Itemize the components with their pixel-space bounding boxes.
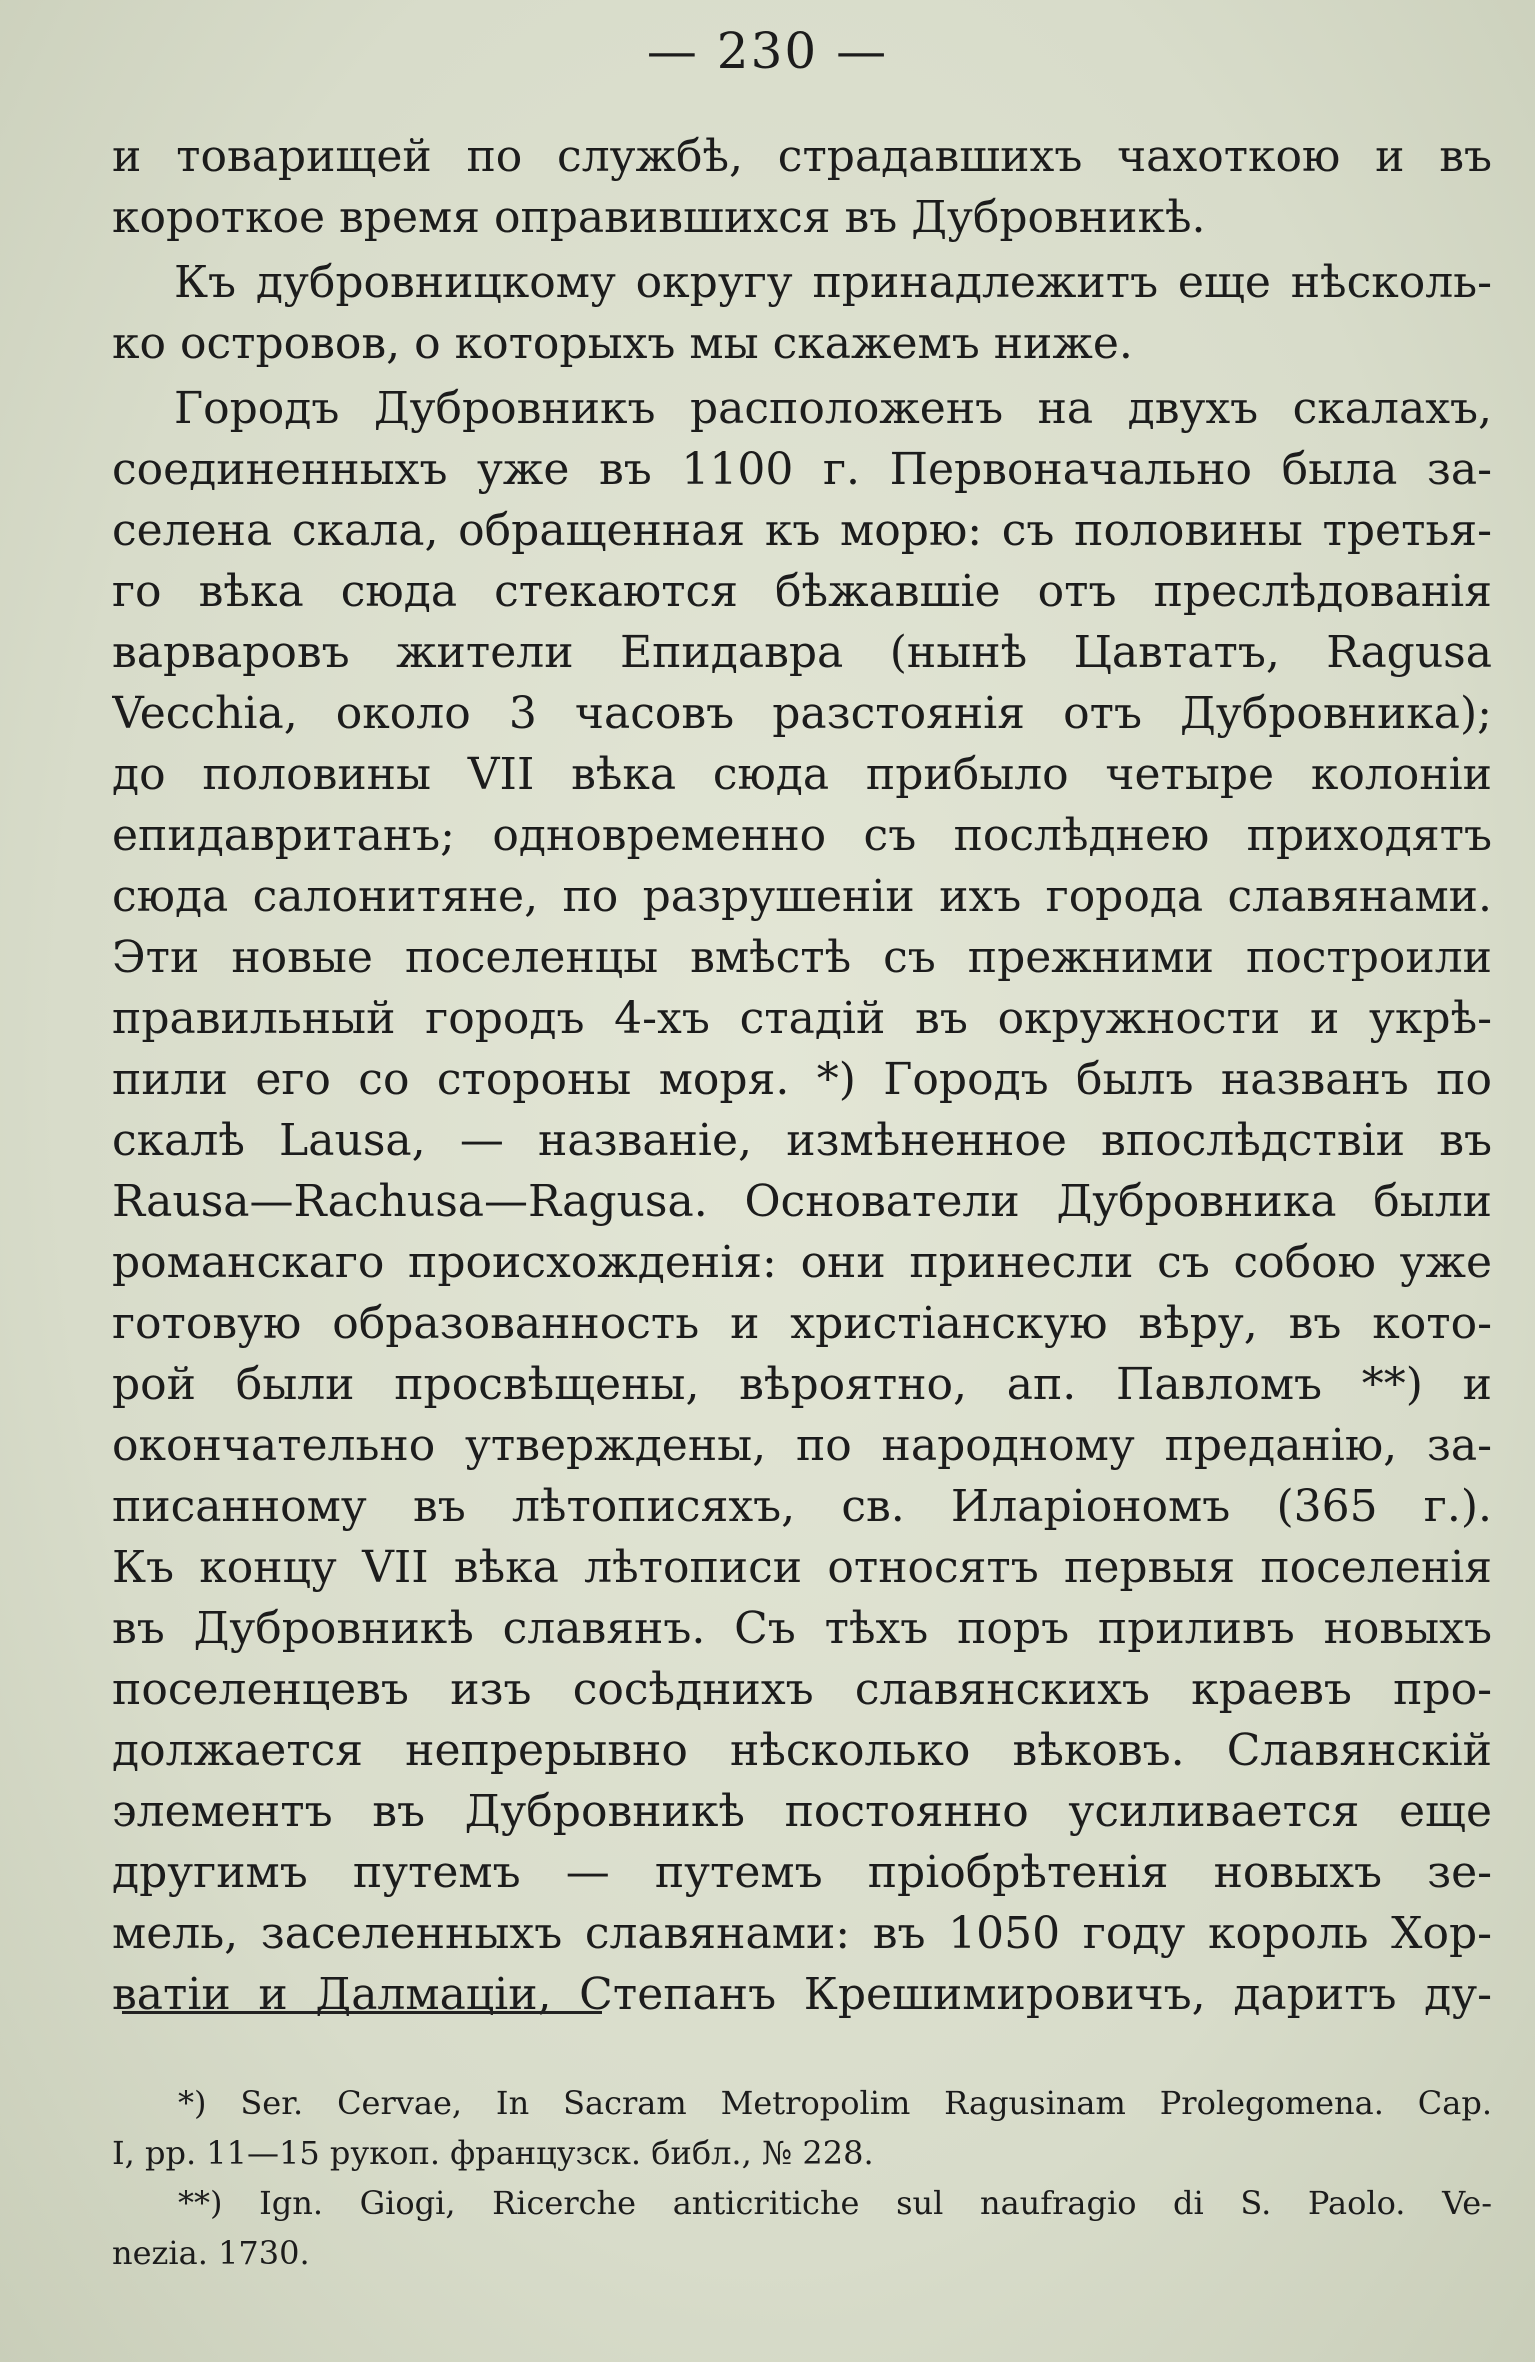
text-line: до половины VII вѣка сюда прибыло четыре колоніи <box>112 749 1492 800</box>
footnote-line: **) Ign. Giogi, Ricerche anticritiche sul naufragio di S. Paolo. Ve- <box>178 2184 1492 2222</box>
text-line: Къ концу VII вѣка лѣтописи относятъ первыя поселенія <box>112 1542 1492 1593</box>
footnote-line: I, pp. 11—15 рукоп. французск. библ., № 228. <box>112 2134 874 2172</box>
text-line: Vecchia, около 3 часовъ разстоянія отъ Дубровника); <box>112 688 1492 739</box>
text-line: должается непрерывно нѣсколько вѣковъ. Славянскій <box>112 1725 1492 1776</box>
footnotes <box>112 2078 1492 2278</box>
text-line: элементъ въ Дубровникѣ постоянно усиливается еще <box>112 1786 1492 1837</box>
text-line: готовую образованность и христіанскую вѣру, въ кото- <box>112 1298 1492 1349</box>
text-line: ко островов, о которыхъ мы скажемъ ниже. <box>112 318 1133 369</box>
text-line: Городъ Дубровникъ расположенъ на двухъ скалахъ, <box>174 383 1492 434</box>
text-line: и товарищей по службѣ, страдавшихъ чахоткою и въ <box>112 131 1492 182</box>
text-line: короткое время оправившихся въ Дубровникѣ. <box>112 192 1206 243</box>
text-line: правильный городъ 4-хъ стадій въ окружности и укрѣ- <box>112 993 1492 1044</box>
footnote-line: nezia. 1730. <box>112 2234 310 2272</box>
text-line: селена скала, обращенная къ морю: съ половины третья- <box>112 505 1492 556</box>
text-line: епидавританъ; одновременно съ послѣднею приходятъ <box>112 810 1492 861</box>
text-line: другимъ путемъ — путемъ пріобрѣтенія новыхъ зе- <box>112 1847 1492 1898</box>
text-line: писанному въ лѣтописяхъ, св. Иларіономъ (365 г.). <box>112 1481 1492 1532</box>
text-line: окончательно утверждены, по народному преданію, за- <box>112 1420 1492 1471</box>
text-line: сюда салонитяне, по разрушеніи ихъ города славянами. <box>112 871 1492 922</box>
text-line: Къ дубровницкому округу принадлежитъ еще нѣсколь- <box>174 257 1492 308</box>
text-line: мель, заселенныхъ славянами: въ 1050 году король Хор- <box>112 1908 1492 1959</box>
footnote-rule <box>122 2011 602 2014</box>
body-text <box>112 126 1492 2025</box>
text-line: поселенцевъ изъ сосѣднихъ славянскихъ краевъ про- <box>112 1664 1492 1715</box>
text-line: го вѣка сюда стекаются бѣжавшіе отъ преслѣдованія <box>112 566 1492 617</box>
page-number: — 230 — <box>646 22 889 80</box>
text-line: романскаго происхожденія: они принесли съ собою уже <box>112 1237 1492 1288</box>
text-line: рой были просвѣщены, вѣроятно, ап. Павломъ **) и <box>112 1359 1492 1410</box>
text-line: Эти новые поселенцы вмѣстѣ съ прежними построили <box>112 932 1492 983</box>
text-line: варваровъ жители Епидавра (нынѣ Цавтатъ, Ragusa <box>112 627 1492 678</box>
text-line: ватіи и Далмаціи, Степанъ Крешимировичъ, даритъ ду- <box>112 1969 1492 2020</box>
text-line: пили его со стороны моря. *) Городъ былъ названъ по <box>112 1054 1492 1105</box>
text-line: соединенныхъ уже въ 1100 г. Первоначально была за- <box>112 444 1492 495</box>
footnote-line: *) Ser. Cervae, In Sacram Metropolim Ragusinam Prolegomena. Cap. <box>178 2084 1492 2122</box>
text-line: Rausa—Rachusa—Ragusa. Основатели Дубровника были <box>112 1176 1492 1227</box>
text-line: скалѣ Lausa, — названіе, измѣненное впослѣдствіи въ <box>112 1115 1492 1166</box>
text-line: въ Дубровникѣ славянъ. Съ тѣхъ поръ приливъ новыхъ <box>112 1603 1492 1654</box>
